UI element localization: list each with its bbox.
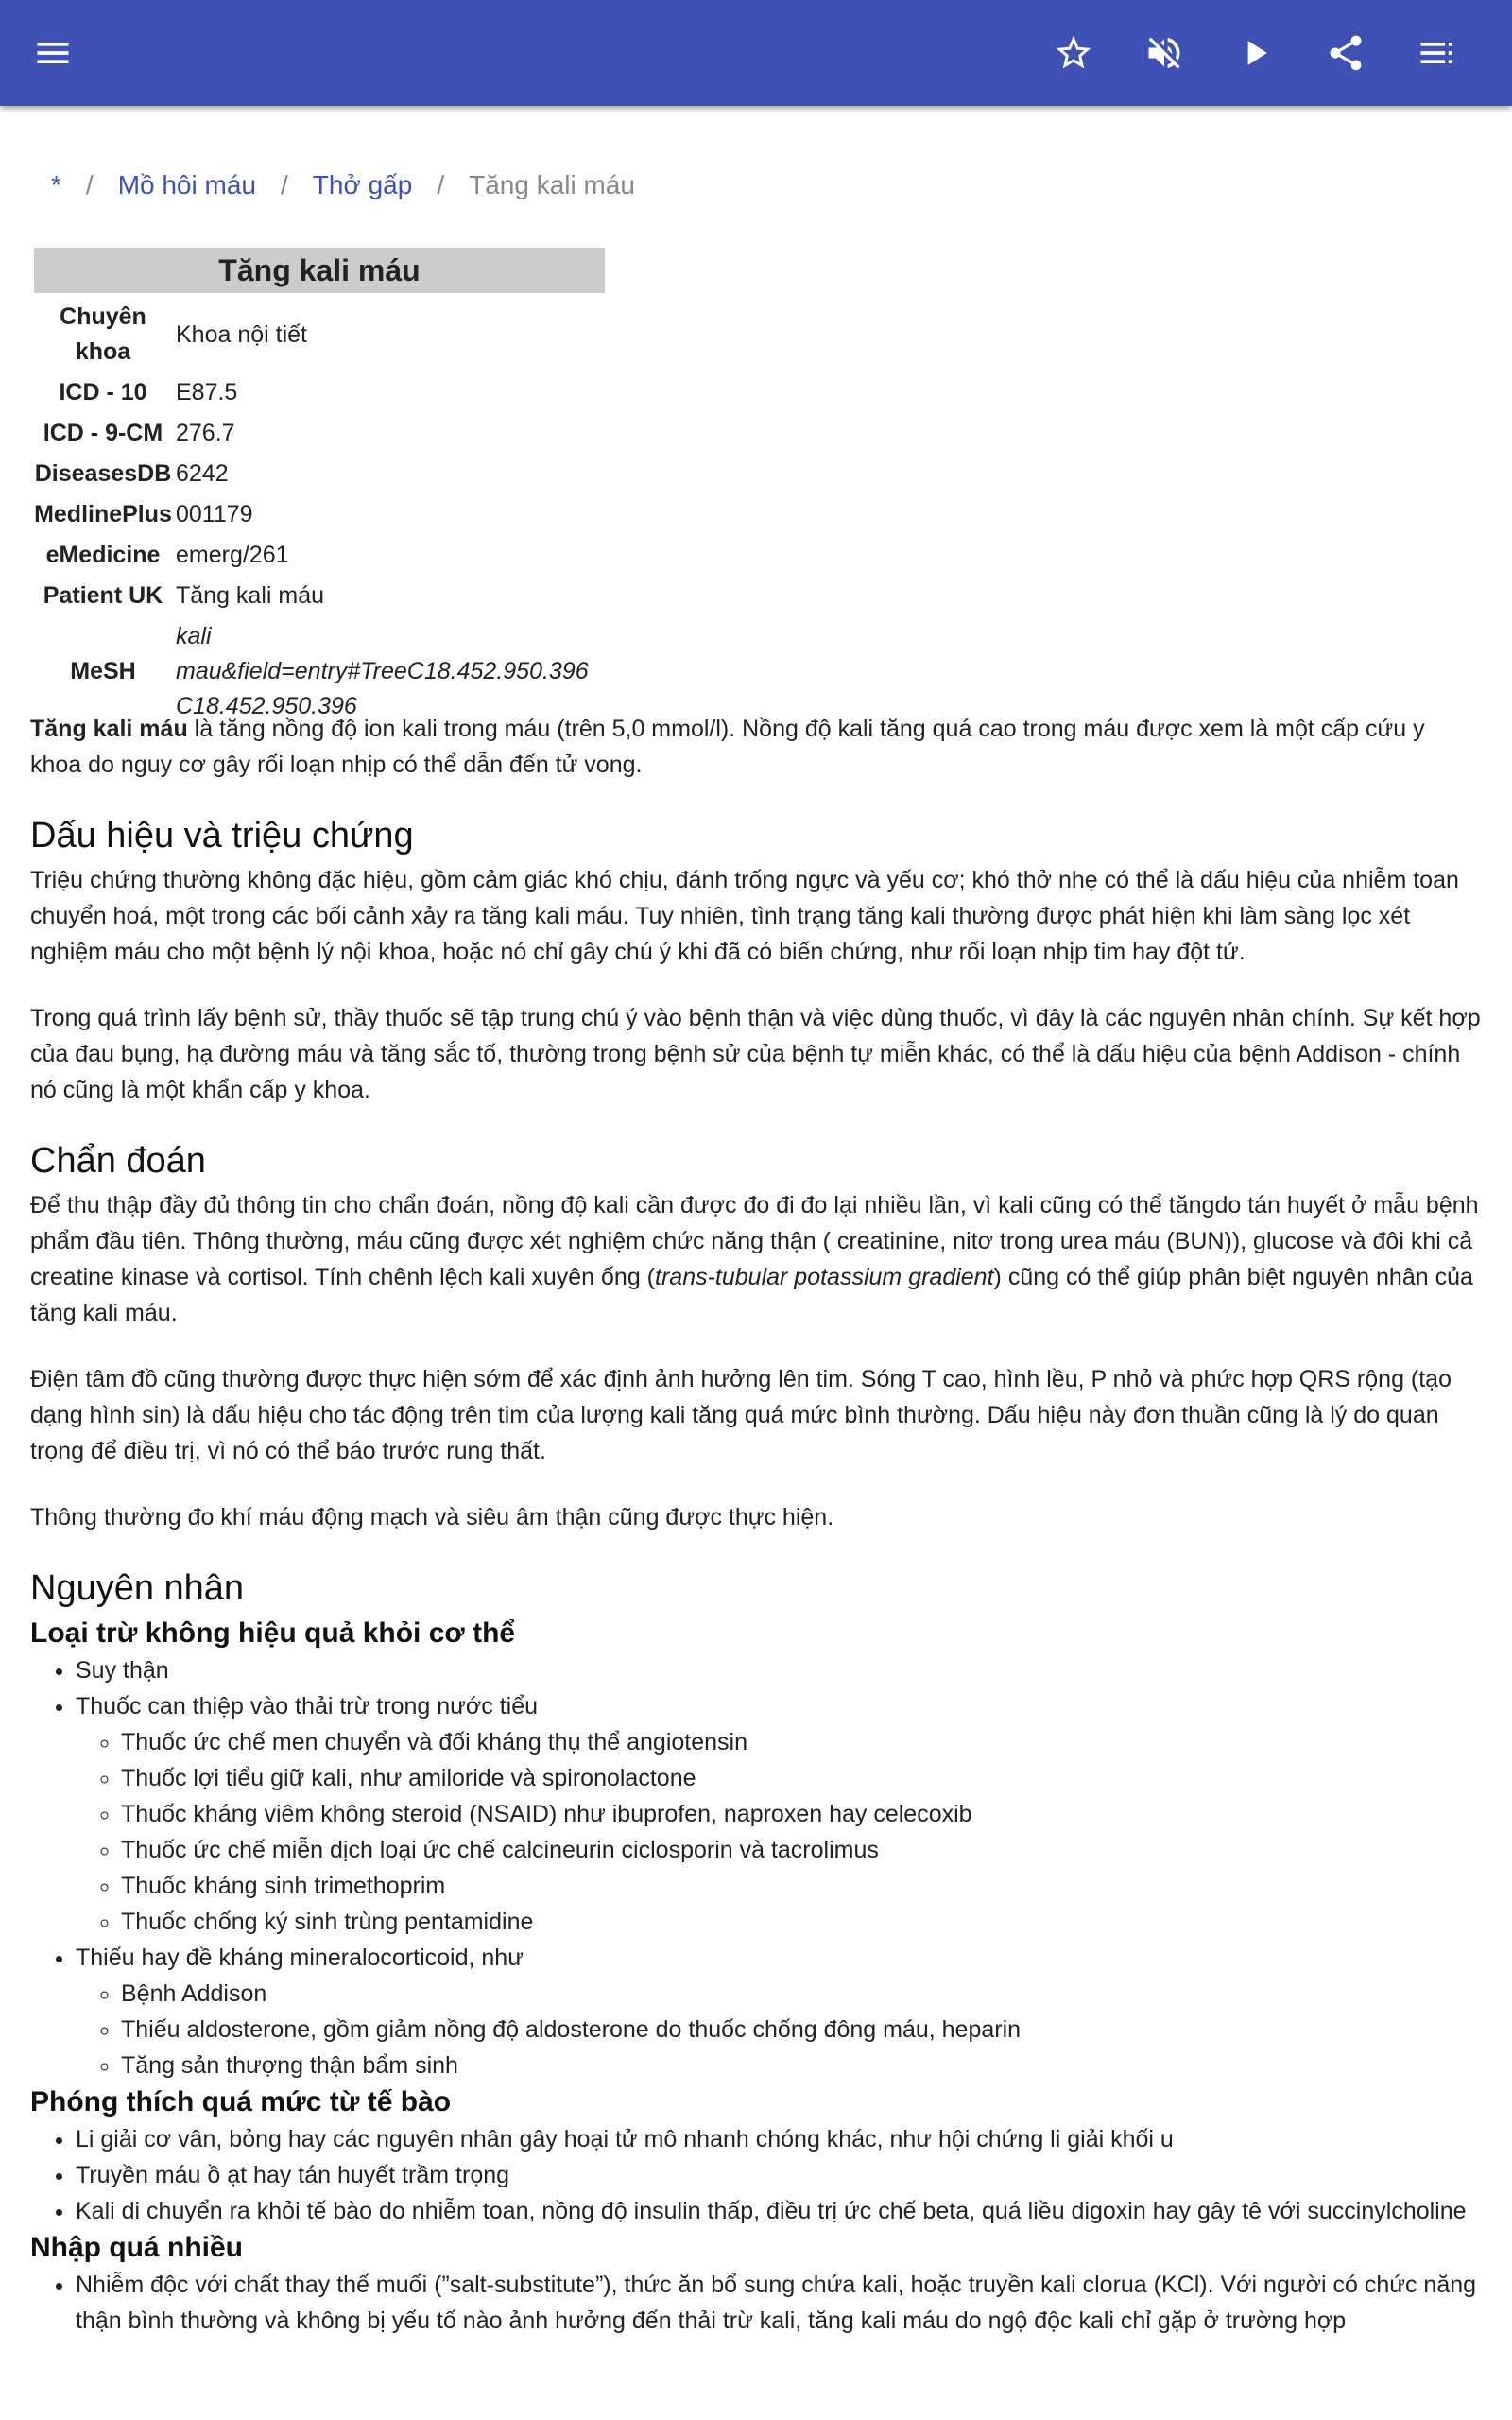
- infobox-label: Chuyên khoa: [60, 303, 146, 365]
- infobox-row: [34, 494, 589, 535]
- list-item: ◦ Bệnh Addison: [121, 1976, 1482, 2012]
- infobox-title: Tăng kali máu: [34, 248, 605, 293]
- breadcrumb-link-tho-gap[interactable]: Thở gấp: [312, 170, 413, 199]
- infobox-label: MedlinePlus: [34, 501, 172, 527]
- breadcrumb-separator: /: [437, 170, 445, 199]
- cause-list: [30, 1652, 1482, 2083]
- list-item: ◦ Thiếu aldosterone, gồm giảm nồng độ aldosterone do thuốc chống đông máu, heparin: [121, 2012, 1482, 2048]
- list-item: ◦ Thuốc kháng sinh trimethoprim: [121, 1868, 1482, 1904]
- list-item: ◦ Thuốc lợi tiểu giữ kali, như amiloride và spironolactone: [121, 1760, 1482, 1796]
- infobox: [34, 248, 605, 727]
- infobox-label: MeSH: [70, 658, 136, 684]
- paragraph: [30, 1187, 1482, 1331]
- infobox-row: [34, 576, 589, 616]
- breadcrumb-separator: /: [280, 170, 288, 199]
- list-item-text: Thiếu hay đề kháng mineralocorticoid, như: [76, 1945, 524, 1971]
- menu-button[interactable]: [19, 19, 87, 87]
- breadcrumb-home-link[interactable]: *: [51, 170, 61, 199]
- app-bar: [0, 0, 1512, 106]
- star-icon: [1053, 32, 1094, 74]
- infobox-label: ICD - 10: [59, 379, 147, 406]
- list-item-text: Thuốc can thiệp vào thải trừ trong nước tiểu: [76, 1693, 539, 1720]
- infobox-row: [34, 372, 589, 413]
- infobox-value: Khoa nội tiết: [176, 320, 307, 348]
- infobox-label: DiseasesDB: [34, 460, 172, 487]
- infobox-value: E87.5: [176, 379, 238, 406]
- list-item: [76, 1688, 1482, 1940]
- paragraph: Trong quá trình lấy bệnh sử, thầy thuốc sẽ tập trung chú ý vào bệnh thận và việc dùng thuốc, vì đây là các nguyên nhân chính. Sự kết hợp của đau bụng, hạ đường máu và tăng sắc tố, thường trong bệnh sử của bệnh tự miễn khác, có thể là dấu hiệu của bệnh Addison - chính nó cũng là một khẩn cấp y khoa.: [30, 1005, 1481, 1103]
- contents-button[interactable]: [1402, 19, 1470, 87]
- breadcrumb-current: Tăng kali máu: [469, 170, 635, 199]
- breadcrumb-link-mo-hoi-mau[interactable]: Mồ hôi máu: [117, 170, 256, 199]
- list-item: ◦ Thuốc ức chế men chuyển và đối kháng thụ thể angiotensin: [121, 1724, 1482, 1760]
- infobox-label: ICD - 9-CM: [43, 420, 163, 446]
- subsection-title: Phóng thích quá mức từ tế bào: [30, 2086, 452, 2118]
- volume-off-icon: [1143, 32, 1185, 74]
- favorite-button[interactable]: [1040, 19, 1108, 87]
- infobox-value: Tăng kali máu: [176, 582, 325, 609]
- playlist-icon: [1416, 32, 1457, 74]
- play-icon: [1234, 32, 1276, 74]
- list-item: • Nhiễm độc với chất thay thế muối (”salt-substitute”), thức ăn bổ sung chứa kali, hoặc truyền kali clorua (KCl). Với người có chức năng thận bình thường và không bị yếu tố nào ảnh hưởng đến thải trừ kali, tăng kali máu do ngộ độc kali chỉ gặp ở trường hợp: [76, 2267, 1482, 2339]
- paragraph: Thông thường đo khí máu động mạch và siêu âm thận cũng được thực hiện.: [30, 1504, 834, 1530]
- list-item: [76, 1940, 1482, 2083]
- intro-paragraph: [30, 711, 1482, 783]
- infobox-row: [34, 413, 589, 454]
- share-icon: [1325, 32, 1366, 74]
- infobox-label: Patient UK: [43, 582, 163, 609]
- cause-list: [30, 2121, 1482, 2229]
- infobox-table: [34, 297, 589, 727]
- list-item: ◦ Tăng sản thượng thận bẩm sinh: [121, 2048, 1482, 2083]
- breadcrumb-separator: /: [85, 170, 94, 199]
- infobox-label: eMedicine: [45, 542, 161, 568]
- text: ) cũng có thể giúp phân biệt nguyên nhân của tăng kali máu.: [30, 1264, 1473, 1326]
- infobox-value: 6242: [176, 460, 229, 487]
- share-button[interactable]: [1312, 19, 1380, 87]
- subsection-title: Nhập quá nhiều: [30, 2232, 243, 2263]
- mute-button[interactable]: [1130, 19, 1198, 87]
- menu-icon: [32, 32, 74, 74]
- list-item: • Suy thận: [76, 1652, 1482, 1688]
- paragraph: Triệu chứng thường không đặc hiệu, gồm cảm giác khó chịu, đánh trống ngực và yếu cơ; khó thở nhẹ có thể là dấu hiệu của nhiễm toan chuyển hoá, một trong các bối cảnh xảy ra tăng kali máu. Tuy nhiên, tình trạng tăng kali thường được phát hiện khi làm sàng lọc xét nghiệm máu cho một bệnh lý nội khoa, hoặc nó chỉ gây chú ý khi đã có biến chứng, như rối loạn nhịp tim hay đột tử.: [30, 867, 1459, 965]
- section-title-symptoms: Dấu hiệu và triệu chứng: [30, 816, 414, 856]
- list-item: • Truyền máu ồ ạt hay tán huyết trầm trọng: [76, 2157, 1482, 2193]
- intro-term: Tăng kali máu: [30, 716, 188, 742]
- list-item: ◦ Thuốc kháng viêm không steroid (NSAID) như ibuprofen, naproxen hay celecoxib: [121, 1796, 1482, 1832]
- intro-text: là tăng nồng độ ion kali trong máu (trên 5,0 mmol/l). Nồng độ kali tăng quá cao trong máu được xem là một cấp cứu y khoa do nguy cơ gây rối loạn nhịp có thể dẫn đến tử vong.: [30, 716, 1425, 778]
- infobox-value: 001179: [176, 501, 253, 527]
- play-button[interactable]: [1221, 19, 1289, 87]
- mesh-line: mau&field=entry#TreeC18.452.950.396: [176, 658, 589, 684]
- paragraph: Điện tâm đồ cũng thường được thực hiện sớm để xác định ảnh hưởng lên tim. Sóng T cao, hình lều, P nhỏ và phức hợp QRS rộng (tạo dạng hình sin) là dấu hiệu cho tác động trên tim của lượng kali tăng quá mức bình thường. Dấu hiệu này đơn thuần cũng là lý do quan trọng để điều trị, vì nó có thể báo trước rung thất.: [30, 1366, 1452, 1464]
- mesh-line: C18.452.950.396: [176, 693, 357, 719]
- infobox-row: [34, 454, 589, 494]
- section-title-causes: Nguyên nhân: [30, 1568, 245, 1608]
- infobox-value: 276.7: [176, 420, 235, 446]
- text: Để thu thập đầy đủ thông tin cho chẩn đoán, nồng độ kali cần được đo đi đo lại nhiều lần, vì kali cũng có thể tăngdo tán huyết ở mẫu bệnh phẩm đầu tiên. Thông thường, máu cũng được xét nghiệm chức năng thận ( creatinine, nitơ trong urea máu (BUN)), glucose và đôi khi cả creatine kinase và cortisol. Tính chênh lệch kali xuyên ống (: [30, 1192, 1479, 1290]
- section-title-diagnosis: Chẩn đoán: [30, 1141, 206, 1181]
- breadcrumb: [51, 170, 635, 200]
- article-body: [30, 711, 1482, 2339]
- cause-list: [30, 2267, 1482, 2339]
- mesh-line: kali: [176, 623, 212, 649]
- list-item: • Li giải cơ vân, bỏng hay các nguyên nhân gây hoại tử mô nhanh chóng khác, như hội chứng li giải khối u: [76, 2121, 1482, 2157]
- subsection-title: Loại trừ không hiệu quả khỏi cơ thể: [30, 1617, 516, 1649]
- list-item: • Kali di chuyển ra khỏi tế bào do nhiễm toan, nồng độ insulin thấp, điều trị ức chế beta, quá liều digoxin hay gây tê với succinylcholine: [76, 2193, 1482, 2229]
- list-item: ◦ Thuốc ức chế miễn dịch loại ức chế calcineurin ciclosporin và tacrolimus: [121, 1832, 1482, 1868]
- infobox-row: [34, 297, 589, 372]
- infobox-row: [34, 535, 589, 576]
- sub-list: [76, 1976, 1482, 2083]
- list-item: ◦ Thuốc chống ký sinh trùng pentamidine: [121, 1904, 1482, 1940]
- infobox-value: emerg/261: [176, 542, 289, 568]
- italic-term: trans-tubular potassium gradient: [655, 1264, 994, 1290]
- sub-list: [76, 1724, 1482, 1940]
